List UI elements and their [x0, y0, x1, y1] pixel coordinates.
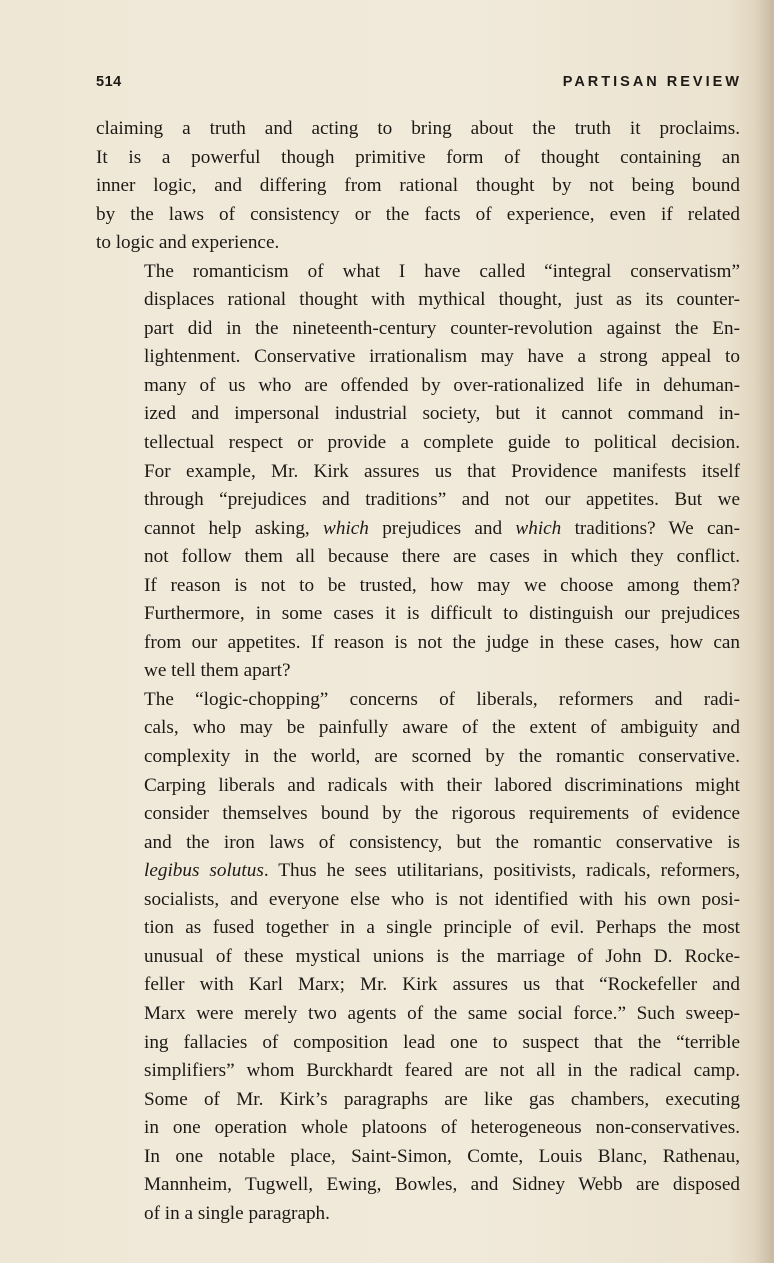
paragraph — [96, 258, 740, 686]
journal-title: PARTISAN REVIEW — [562, 74, 742, 90]
text-line: ized and impersonal industrial society, but it cannot command in- — [144, 403, 740, 425]
text-line: through “prejudices and traditions” and not our appetites. But we — [144, 489, 740, 511]
text-line: legibus solutus. Thus he sees utilitarians, positivists, radicals, reformers, — [144, 860, 740, 882]
text-line: and the iron laws of consistency, but the romantic conservative is — [144, 831, 740, 853]
text-line: The romanticism of what I have called “integral conservatism” — [144, 260, 740, 282]
text-line: not follow them all because there are cases in which they conflict. — [144, 546, 740, 568]
text-line: In one notable place, Saint-Simon, Comte, Louis Blanc, Rathenau, — [144, 1145, 740, 1167]
text-line: The “logic-chopping” concerns of liberals, reformers and radi- — [144, 688, 740, 710]
text-line: feller with Karl Marx; Mr. Kirk assures us that “Rockefeller and — [144, 974, 740, 996]
paragraph — [96, 686, 740, 1228]
text-line: cals, who may be painfully aware of the extent of ambiguity and — [144, 717, 740, 739]
paragraph — [96, 115, 740, 258]
text-line: Carping liberals and radicals with their labored discriminations might — [144, 774, 740, 796]
text-line: from our appetites. If reason is not the judge in these cases, how can — [144, 631, 740, 653]
text-line: It is a powerful though primitive form of thought containing an — [96, 146, 740, 168]
italic-text: which — [515, 517, 562, 539]
text-line: consider themselves bound by the rigorous requirements of evidence — [144, 803, 740, 825]
text-line: claiming a truth and acting to bring about the truth it proclaims. — [96, 118, 740, 139]
text-line: unusual of these mystical unions is the marriage of John D. Rocke- — [144, 945, 740, 967]
running-header — [96, 74, 742, 96]
text-line: part did in the nineteenth-century counter-revolution against the En- — [144, 317, 740, 339]
page-number: 514 — [96, 74, 122, 90]
article-body — [96, 115, 740, 1228]
text-line: ing fallacies of composition lead one to suspect that the “terrible — [144, 1031, 740, 1053]
text-line: lightenment. Conservative irrationalism may have a strong appeal to — [144, 346, 740, 368]
page-gutter-shadow — [754, 0, 774, 1263]
text-line: Mannheim, Tugwell, Ewing, Bowles, and Sidney Webb are disposed — [144, 1174, 740, 1196]
text-line: we tell them apart? — [144, 660, 291, 682]
text-line: Marx were merely two agents of the same social force.” Such sweep- — [144, 1002, 740, 1024]
italic-text: which — [323, 517, 369, 539]
text-line: Furthermore, in some cases it is difficult to distinguish our prejudices — [144, 603, 740, 625]
text-line: displaces rational thought with mythical thought, just as its counter- — [144, 289, 740, 311]
text-line: tion as fused together in a single principle of evil. Perhaps the most — [144, 917, 740, 939]
text-line: socialists, and everyone else who is not identified with his own posi- — [144, 888, 740, 910]
italic-text: legibus solutus — [144, 860, 264, 882]
text-line: in one operation whole platoons of heterogeneous non-conservatives. — [144, 1117, 740, 1139]
text-line: to logic and experience. — [96, 232, 280, 254]
text-line: If reason is not to be trusted, how may we choose among them? — [144, 574, 740, 596]
text-line: many of us who are offended by over-rationalized life in dehuman- — [144, 374, 740, 396]
text-line: complexity in the world, are scorned by the romantic conservative. — [144, 746, 740, 768]
text-line: cannot help asking, which prejudices and which traditions? We can- — [144, 517, 740, 539]
text-line: tellectual respect or provide a complete guide to political decision. — [144, 432, 740, 454]
text-line: Some of Mr. Kirk’s paragraphs are like gas chambers, executing — [144, 1088, 740, 1110]
text-line: inner logic, and differing from rational thought by not being bound — [96, 175, 740, 197]
text-line: of in a single paragraph. — [144, 1202, 330, 1224]
text-line: For example, Mr. Kirk assures us that Providence manifests itself — [144, 460, 740, 482]
text-line: by the laws of consistency or the facts of experience, even if related — [96, 203, 740, 225]
text-line: simplifiers” whom Burckhardt feared are not all in the radical camp. — [144, 1060, 740, 1082]
